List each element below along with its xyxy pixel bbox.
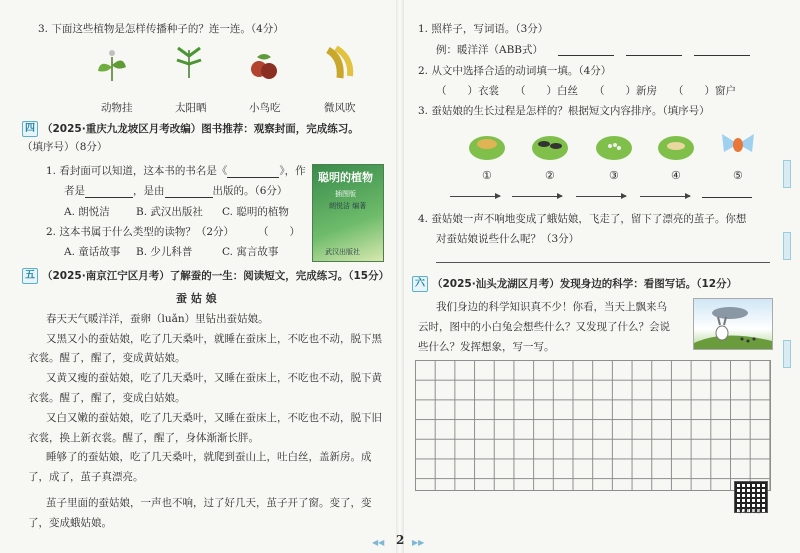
section4-q2: 2. 这本书属于什么类型的读物？（2分） — [46, 226, 235, 238]
story-line-1: 又黑又小的蚕姑娘，吃了几天桑叶，就睡在蚕床上，不吃也不动，脱下黑 — [46, 333, 382, 345]
right-q1-text: 1. 照样子，写词语。（3分） — [418, 23, 549, 35]
side-tab-3 — [783, 340, 791, 368]
q1-option-b: B. 武汉出版社 — [136, 206, 203, 218]
right-q1-example: 例：暖洋洋（ABB式） — [436, 44, 544, 56]
book-cover-publisher: 武汉出版社 — [325, 248, 360, 256]
story-line-5: 又白又嫩的蚕姑娘，吃了几天桑叶，又睡在蚕床上，不吃也不动，脱下旧 — [46, 412, 382, 424]
stage-label-5: ⑤ — [733, 169, 743, 182]
section6-header — [412, 276, 737, 292]
story-line-6: 衣裳，换上新衣裳。醒了，醒了，身体渐渐长胖。 — [28, 432, 259, 444]
rabbit-icon — [694, 299, 772, 349]
story-line-8: 了，成了，茧子真漂亮。 — [28, 471, 144, 483]
silkworm-yellow-icon — [467, 128, 507, 162]
silkworm-black-icon — [530, 128, 570, 162]
story-line-3: 又黄又瘦的蚕姑娘，吃了几天桑叶，又睡在蚕床上，不吃也不动，脱下黄 — [46, 372, 382, 384]
right-q3-text: 3. 蚕姑娘的生长过程是怎样的？根据短文内容排序。（填序号） — [418, 105, 710, 117]
qr-caption: 专项训练 — [737, 508, 762, 515]
word-blank-1[interactable] — [558, 44, 614, 56]
section5-badge: 五 — [22, 268, 38, 284]
story-line-7: 睡够了的蚕姑娘，吃了几天桑叶，就爬到蚕山上，吐白丝，盖新房。成 — [46, 451, 372, 463]
order-blank-5[interactable] — [702, 186, 752, 198]
stage-label-2: ② — [545, 169, 555, 182]
word-blank-3[interactable] — [694, 44, 750, 56]
section4-q1-line2: 者是 ，是由 出版的。（6分） — [64, 185, 288, 197]
section6-badge: 六 — [412, 276, 428, 292]
book-title-blank[interactable] — [227, 166, 279, 178]
section4-header — [22, 121, 359, 137]
section6-line-2: 些什么？发挥想象，写一写。 — [418, 341, 555, 353]
book-cover — [312, 164, 384, 262]
rabbit-rain-illustration — [693, 298, 773, 350]
writing-grid[interactable] — [415, 360, 771, 491]
section4-title: （2025·重庆九龙坡区月考改编）图书推荐：观察封面，完成练习。 — [42, 123, 359, 135]
section5-header — [22, 268, 389, 284]
side-tab-2 — [783, 232, 791, 260]
order-arrow-2[interactable] — [512, 196, 562, 197]
section4-subtitle: （填序号）（8分） — [22, 141, 108, 153]
q4-answer-line[interactable] — [436, 262, 770, 263]
publisher-blank[interactable] — [165, 186, 213, 198]
page-prev-icon: ◀◀ — [372, 538, 385, 547]
silkworm-eggs-icon — [594, 128, 634, 162]
side-tab-1 — [783, 160, 791, 188]
stage-label-3: ③ — [609, 169, 619, 182]
story-line-10: 了，变成蛾姑娘。 — [28, 517, 112, 529]
category-2: 小鸟吃 — [249, 102, 281, 114]
burdock-plant-icon — [95, 45, 129, 83]
right-q4-line1: 4. 蚕姑娘一声不响地变成了蛾姑娘，飞走了，留下了漂亮的茧子。你想 — [418, 213, 747, 225]
dandelion-pods-icon — [322, 44, 356, 82]
story-line-0: 春天天气暖洋洋，蚕卵（luǎn）里钻出蚕姑娘。 — [46, 313, 269, 325]
page-next-icon: ▶▶ — [412, 538, 425, 547]
section6-line-1: 云时，图中的小白兔会想些什么？又发现了什么？会说 — [418, 321, 670, 333]
category-1: 太阳晒 — [175, 102, 207, 114]
story-line-4: 衣裳。醒了，醒了，变成白姑娘。 — [28, 392, 186, 404]
stage-label-4: ④ — [671, 169, 681, 182]
category-3: 微风吹 — [324, 102, 356, 114]
q1-option-c: C. 聪明的植物 — [222, 206, 289, 218]
verb-item-0[interactable]: （ ）衣裳 — [436, 85, 499, 97]
right-q4-line2: 对蚕姑娘说些什么呢？（3分） — [436, 233, 580, 245]
book-cover-series: 插图版 — [335, 190, 356, 198]
story-title: 蚕 姑 娘 — [176, 292, 217, 305]
book-cover-title: 聪明的植物 — [318, 171, 373, 184]
left-q3-text: 3. 下面这些植物是怎样传播种子的？连一连。（4分） — [38, 23, 284, 35]
book-cover-author: 朗悦洁 编著 — [329, 202, 367, 210]
order-arrow-3[interactable] — [576, 196, 626, 197]
q2-option-a: A. 童话故事 — [64, 246, 121, 258]
section4-badge: 四 — [22, 121, 38, 137]
silkworm-white-icon — [656, 128, 696, 162]
q2-option-c: C. 寓言故事 — [222, 246, 279, 258]
verb-item-2[interactable]: （ ）新房 — [594, 85, 657, 97]
section6-title: （2025·汕头龙湖区月考）发现身边的科学：看图写话。（12分） — [432, 278, 738, 290]
word-blank-2[interactable] — [626, 44, 682, 56]
q1-option-a: A. 朗悦洁 — [64, 206, 110, 218]
q2-option-b: B. 少儿科普 — [136, 246, 193, 258]
section5-title: （2025·南京江宁区月考）了解蚕的一生：阅读短文，完成练习。（15分） — [42, 270, 390, 282]
right-q2-text: 2. 从文中选择合适的动词填一填。（4分） — [418, 65, 612, 77]
section4-q2-answer-paren[interactable]: （ ） — [258, 226, 300, 238]
section4-q1-line1: 1. 看封面可以知道，这本书的书名是《 》，作 — [46, 165, 306, 177]
verb-item-3[interactable]: （ ）窗户 — [673, 85, 736, 97]
order-arrow-1[interactable] — [450, 196, 500, 197]
story-line-2: 衣裳。醒了，醒了，变成黄姑娘。 — [28, 352, 186, 364]
moth-icon — [718, 128, 758, 162]
section6-line-0: 我们身边的科学知识真不少！你看，当天上飘来乌 — [436, 301, 667, 313]
category-0: 动物挂 — [101, 102, 133, 114]
order-arrow-4[interactable] — [640, 196, 690, 197]
author-blank[interactable] — [85, 186, 133, 198]
story-line-9: 茧子里面的蚕姑娘，一声也不响，过了好几天，茧子开了窗。变了，变 — [46, 497, 372, 509]
stage-label-1: ① — [482, 169, 492, 182]
page-number: 2 — [396, 533, 405, 547]
fruit-plant-icon — [247, 47, 281, 85]
page-fold — [396, 0, 404, 553]
verb-item-1[interactable]: （ ）白丝 — [515, 85, 578, 97]
impatiens-plant-icon — [172, 42, 206, 80]
